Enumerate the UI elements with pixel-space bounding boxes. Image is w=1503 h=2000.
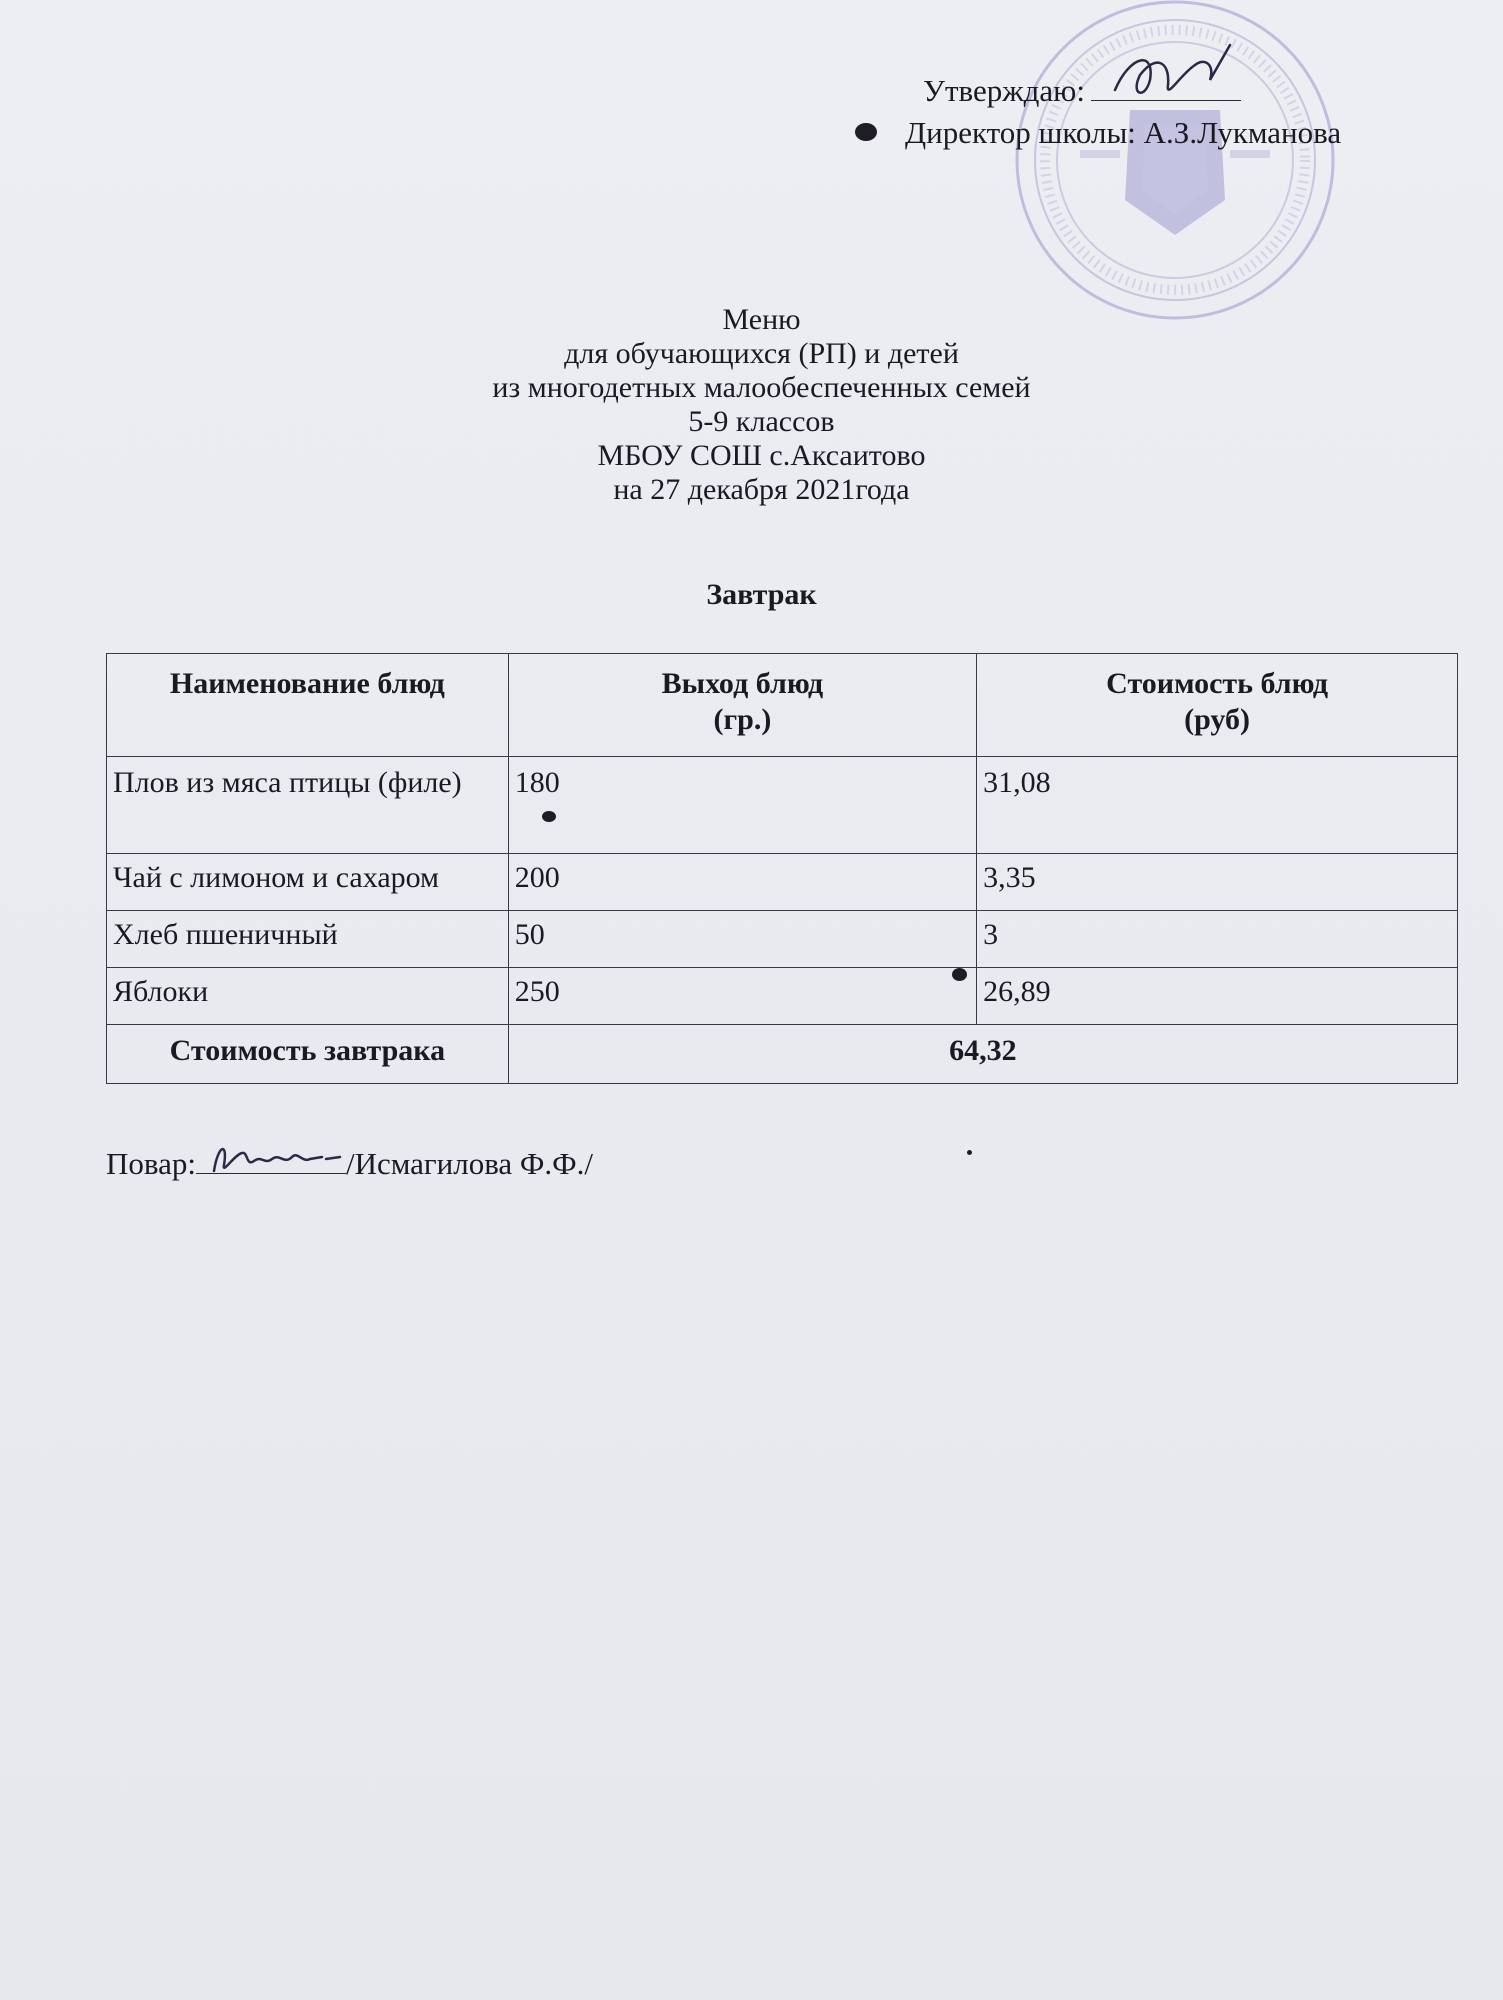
title-line-3: из многодетных малообеспеченных семей [492,371,1031,404]
title-line-5: МБОУ СОШ с.Аксаитово [597,439,926,472]
dish-name: Хлеб пшеничный [107,911,509,968]
approve-label: Утверждаю: [923,73,1085,108]
ink-spot [855,123,877,141]
cook-label: Повар: [106,1146,196,1181]
table-row [107,911,1458,968]
cook-signature-line [196,1143,346,1174]
dish-yield: 250 [508,968,976,1025]
title-line-2: для обучающихся (РП) и детей [564,337,959,370]
cook-name: /Исмагилова Ф.Ф./ [346,1146,594,1181]
director-signature-line [1091,72,1241,101]
title-line-6: на 27 декабря 2021года [613,473,910,506]
header-yield: Выход блюд (гр.) [508,654,976,757]
table-header-row [107,654,1458,757]
table-row [107,854,1458,911]
dish-yield: 200 [508,854,976,911]
dish-cost: 31,08 [977,757,1458,854]
cook-signature [206,1135,346,1179]
dish-name: Плов из мяса птицы (филе) [107,757,509,854]
dish-cost: 3 [977,911,1458,968]
total-value: 64,32 [508,1025,1457,1084]
dish-cost: 3,35 [977,854,1458,911]
dish-yield: 50 [508,911,976,968]
table-row [107,968,1458,1025]
ink-spot [542,811,556,822]
total-row [107,1025,1458,1084]
dish-name: Яблоки [107,968,509,1025]
dish-name: Чай с лимоном и сахаром [107,854,509,911]
title-line-1: Меню [722,303,801,336]
cook-signature-block [106,1143,593,1182]
header-cost: Стоимость блюд (руб) [977,654,1458,757]
approval-block [905,70,1341,154]
menu-table [106,653,1458,1084]
header-dish-name: Наименование блюд [107,654,509,757]
director-line: Директор школы: А.З.Лукманова [905,115,1342,150]
meal-heading: Завтрак [706,578,817,611]
ink-spot [952,968,967,981]
title-line-4: 5-9 классов [688,405,835,438]
table-row [107,757,1458,854]
dish-yield: 180 [508,757,976,854]
dish-cost: 26,89 [977,968,1458,1025]
ink-spot [967,1150,972,1155]
total-label: Стоимость завтрака [107,1025,509,1084]
document-title [0,303,1503,507]
